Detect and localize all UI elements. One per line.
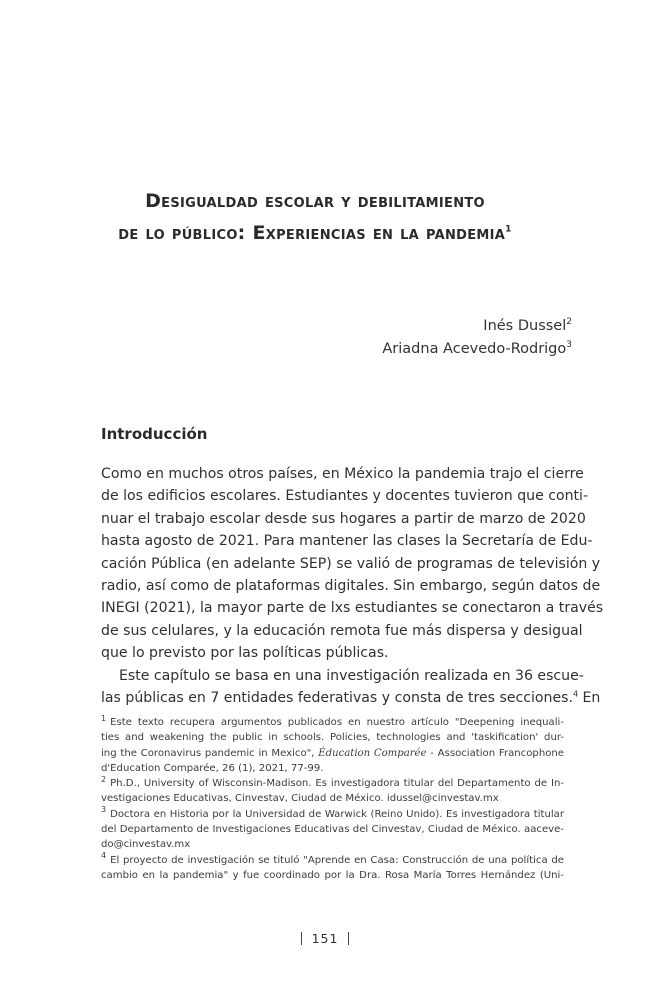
- footnote-3-number: 3: [101, 805, 107, 815]
- footnote-1-line: $^1$ Este texto recupera argumentos publicados en nuestro artículo "Deepening inequali-: [101, 713, 564, 728]
- page-number: 151: [311, 931, 339, 946]
- body-line: de los edificios escolares. Estudiantes y docentes tuvieron que conti-: [101, 488, 589, 505]
- body-line: Como en muchos otros países, en México la pandemia trajo el cierre: [101, 466, 584, 482]
- footnote-2-number: 2: [101, 774, 107, 784]
- footnote-2-line: vestigaciones Educativas, Cinvestav, Ciudad de México. idussel@cinvestav.mx: [101, 793, 499, 805]
- author-2-footnote-ref[interactable]: 3: [566, 340, 572, 351]
- body-line: hasta agosto de 2021. Para mantener las clases la Secretaría de Edu-: [101, 533, 593, 550]
- footnote-1-line: ing the Coronavirus pandemic in Mexico", Éducation Comparée - Association Francophone: [101, 747, 564, 759]
- page-number-footer: [0, 931, 650, 946]
- folio-bar-right: [348, 932, 349, 945]
- body-line: nuar el trabajo escolar desde sus hogares a partir de marzo de 2020: [101, 510, 586, 527]
- body-line: que lo previsto por las políticas públicas.: [101, 645, 389, 662]
- footnote-3-line: do@cinvestav.mx: [101, 839, 191, 851]
- section-heading: Introducción: [101, 425, 208, 443]
- footnote-4-line: $^4$ El proyecto de investigación se tituló "Aprende en Casa: Construcción de una política de: [101, 851, 564, 866]
- title-footnote-ref[interactable]: 1: [505, 224, 512, 235]
- body-line: de sus celulares, y la educación remota fue más dispersa y desigual: [101, 622, 583, 639]
- folio-bar-left: [301, 932, 302, 945]
- body-text: [101, 463, 604, 709]
- body-line: Este capítulo se basa en una investigación realizada en 36 escue-: [119, 667, 584, 684]
- body-line: las públicas en 7 entidades federativas y consta de tres secciones.$^4$ En: [101, 689, 601, 706]
- footnote-4-number: 4: [101, 851, 107, 861]
- footnotes: [101, 715, 564, 883]
- body-line: radio, así como de plataformas digitales. Sin embargo, según datos de: [101, 577, 601, 594]
- body-footnote-ref[interactable]: 4: [572, 689, 579, 699]
- footnote-2-line: $^2$ Ph.D., University of Wisconsin-Madison. Es investigadora titular del Departamento de In-: [101, 774, 564, 790]
- footnote-1-line: ties and weakening the public in schools. Policies, technologies and 'taskification' dur-: [101, 732, 564, 744]
- author-2: Ariadna Acevedo-Rodrigo$^3$: [382, 340, 572, 357]
- chapter-title-line-2: de lo público: Experiencias en la pandemia$^1$: [118, 222, 512, 244]
- journal-title: Éducation Comparée: [318, 747, 427, 759]
- author-1-footnote-ref[interactable]: 2: [566, 317, 572, 328]
- footnote-1-number: 1: [101, 713, 107, 723]
- footnote-4-line: cambio en la pandemia" y fue coordinado por la Dra. Rosa María Torres Hernández (Uni-: [101, 869, 564, 881]
- footnote-3-line: del Departamento de Investigaciones Educativas del Cinvestav, Ciudad de México. aaceve-: [101, 824, 564, 836]
- body-line: INEGI (2021), la mayor parte de lxs estudiantes se conectaron a través: [101, 600, 604, 617]
- footnote-3-line: $^3$ Doctora en Historia por la Universidad de Warwick (Reino Unido). Es investigadora titular: [101, 805, 564, 820]
- footnote-1-line: d'Education Comparée, 26 (1), 2021, 77-99.: [101, 762, 324, 774]
- body-line: cación Pública (en adelante SEP) se valió de programas de televisión y: [101, 555, 601, 572]
- author-1: Inés Dussel$^2$: [483, 317, 572, 334]
- chapter-title-line-1: Desigualdad escolar y debilitamiento: [145, 190, 485, 212]
